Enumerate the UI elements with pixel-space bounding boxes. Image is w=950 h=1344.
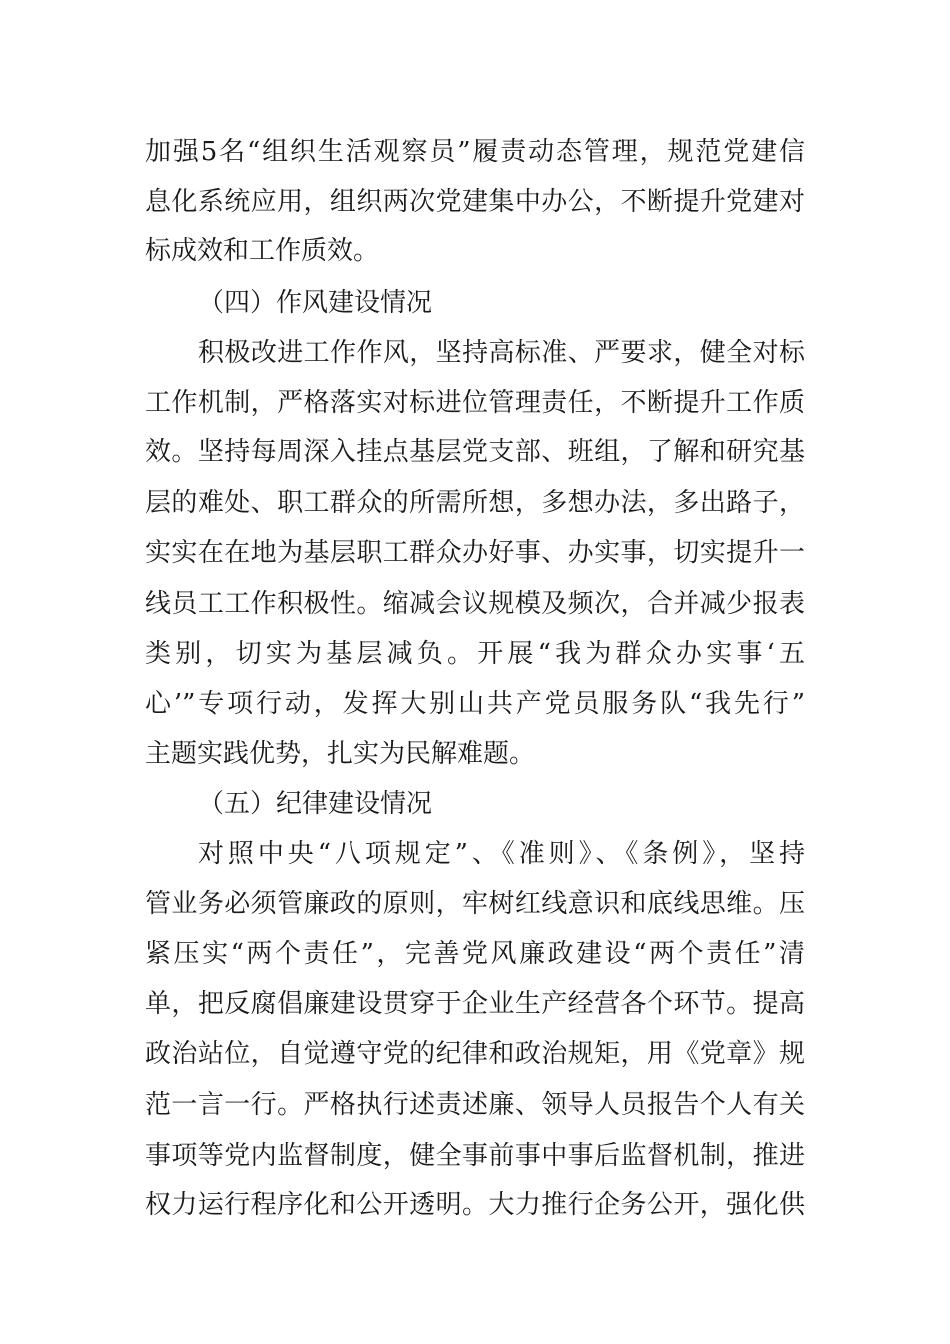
paragraph-line: 政治站位，自觉遵守党的纪律和政治规矩，用《党章》规 xyxy=(145,1039,805,1069)
paragraph-line: 范一言一行。严格执行述责述廉、领导人员报告个人有关 xyxy=(145,1090,805,1120)
section-heading-five: （五）纪律建设情况 xyxy=(198,789,433,819)
paragraph-line: 权力运行程序化和公开透明。大力推行企务公开，强化供 xyxy=(145,1190,805,1220)
paragraph-line: 管业务必须管廉政的原则，牢树红线意识和底线思维。压 xyxy=(145,889,805,919)
paragraph-line: 单，把反腐倡廉建设贯穿于企业生产经营各个环节。提高 xyxy=(145,989,805,1019)
paragraph-line: 事项等党内监督制度，健全事前事中事后监督机制，推进 xyxy=(145,1141,805,1171)
paragraph-line: 效。坚持每周深入挂点基层党支部、班组，了解和研究基 xyxy=(145,437,805,467)
paragraph-line: 积极改进工作作风，坚持高标准、严要求，健全对标 xyxy=(198,338,805,368)
paragraph-line: 紧压实“两个责任”，完善党风廉政建设“两个责任”清 xyxy=(145,939,805,969)
paragraph-line: 对照中央“八项规定”、《准则》、《条例》，坚持 xyxy=(198,839,805,869)
paragraph-line: 类别，切实为基层减负。开展“我为群众办实事‘五 xyxy=(145,639,805,669)
paragraph-line: 工作机制，严格落实对标进位管理责任，不断提升工作质 xyxy=(145,388,805,418)
paragraph-line: 线员工工作积极性。缩减会议规模及频次，合并减少报表 xyxy=(145,589,805,619)
paragraph-line: 加强5名“组织生活观察员”履责动态管理，规范党建信 xyxy=(145,137,805,167)
paragraph-line: 层的难处、职工群众的所需所想，多想办法，多出路子， xyxy=(145,488,805,518)
section-heading-four: （四）作风建设情况 xyxy=(198,288,433,318)
paragraph-line: 标成效和工作质效。 xyxy=(145,236,380,266)
paragraph-line: 实实在在地为基层职工群众办好事、办实事，切实提升一 xyxy=(145,538,805,568)
paragraph-line: 主题实践优势，扎实为民解难题。 xyxy=(145,739,536,769)
paragraph-line: 心’”专项行动，发挥大别山共产党员服务队“我先行” xyxy=(145,689,805,719)
paragraph-line: 息化系统应用，组织两次党建集中办公，不断提升党建对 xyxy=(145,187,805,217)
